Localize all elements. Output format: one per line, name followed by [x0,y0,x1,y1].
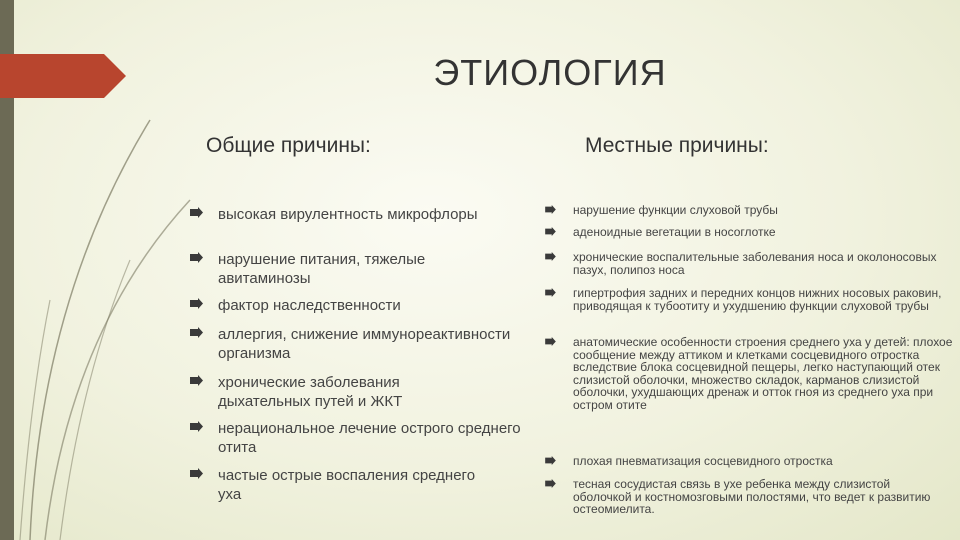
list-item [545,251,953,276]
list-item-text: плохая пневматизация сосцевидного отростка [573,454,833,468]
list-item [545,336,958,411]
list-item-text: фактор наследственности [218,297,401,314]
list-item [545,204,938,217]
list-item-text: гипертрофия задних и передних концов нижних носовых раковин, приводящая к тубоотиту и ухудшению функции слуховой трубы [573,286,942,313]
list-item [545,478,943,516]
list-item-text: тесная сосудистая связь в ухе ребенка между слизистой оболочкой и костномозговыми полостями, что ведет к развитию остеомиелита. [573,477,931,516]
list-item-text: аллергия, снижение иммунореактивности организма [218,326,511,362]
local-causes-heading: Местные причины: [585,134,769,157]
arrow-bullet-icon [545,288,556,297]
slide-title: ЭТИОЛОГИЯ [433,52,667,93]
arrow-bullet-icon [190,207,203,218]
arrow-bullet-icon [190,468,203,479]
list-item-text: нарушение функции слуховой трубы [573,203,778,217]
arrow-bullet-icon [545,205,556,214]
list-item-text: нерациональное лечение острого среднего отита [218,420,521,456]
arrow-bullet-icon [545,337,556,346]
arrow-bullet-icon [545,456,556,465]
list-item [545,455,953,468]
list-item [190,419,528,457]
arrow-bullet-icon [190,327,203,338]
list-item [190,250,498,288]
list-item [190,373,478,411]
title-ribbon [0,54,126,98]
list-item [190,325,518,363]
list-item-text: частые острые воспаления среднего уха [218,467,476,503]
general-causes-heading: Общие причины: [206,134,371,157]
list-item-text: хронические воспалительные заболевания носа и околоносовых пазух, полипоз носа [573,250,937,277]
list-item [190,466,478,504]
list-item-text: хронические заболевания дыхательных путей и ЖКТ [218,374,403,410]
list-item-text: аденоидные вегетации в носоглотке [573,225,776,239]
list-item-text: нарушение питания, тяжелые авитаминозы [218,251,426,287]
arrow-bullet-icon [545,227,556,236]
arrow-bullet-icon [190,252,203,263]
list-item [545,226,938,239]
arrow-bullet-icon [190,421,203,432]
arrow-bullet-icon [545,479,556,488]
list-item-text: анатомические особенности строения среднего уха у детей: плохое сообщение между аттиком и клетками сосцевидного отростка вследствие блока сосцевидной пещеры, легко наступающий отек слизистой оболочки, множество складок, карманов слизистой оболочки, ухудшающих дренаж и отток гноя из среднего уха при остром отите [573,335,953,412]
list-item [190,296,518,315]
list-item [190,205,488,224]
arrow-bullet-icon [545,252,556,261]
arrow-bullet-icon [190,375,203,386]
list-item [545,287,953,312]
list-item-text: высокая вирулентность микрофлоры [218,206,478,223]
arrow-bullet-icon [190,298,203,309]
